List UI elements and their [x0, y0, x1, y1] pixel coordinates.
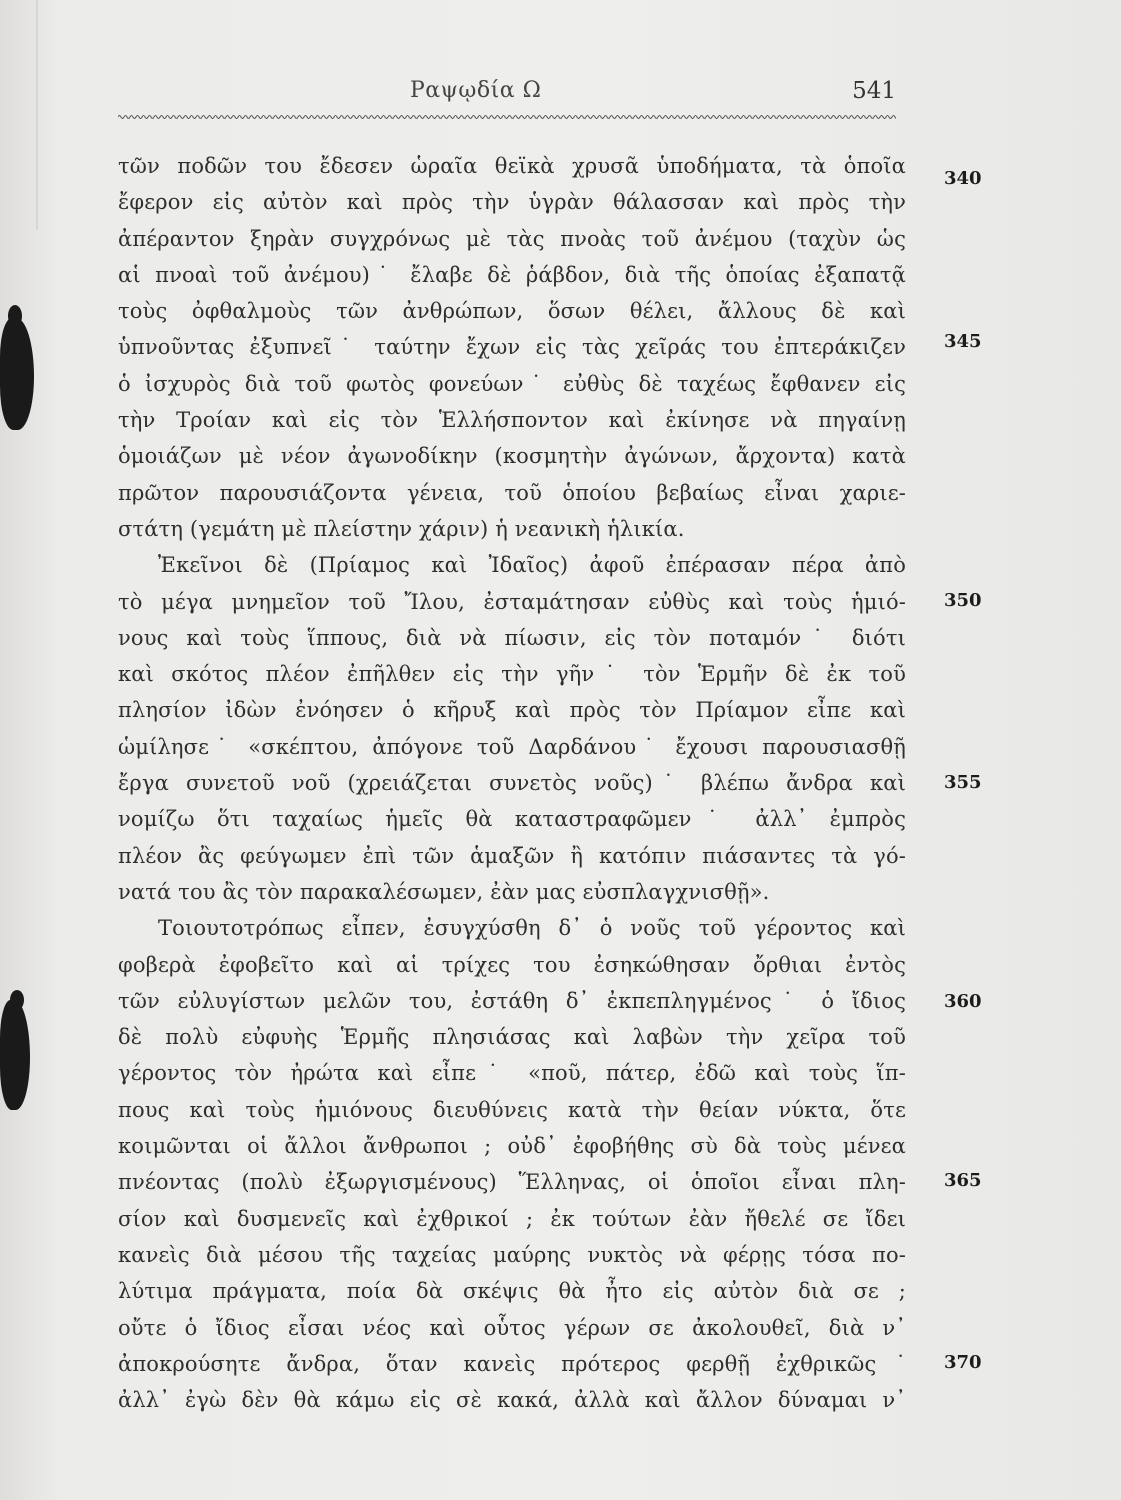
- text-line: ἀλλ᾽ ἐγὼ δὲν θὰ κάμω εἰς σὲ κακά, ἀλλὰ καὶ ἄλλον δύναμαι ν᾽: [118, 1388, 906, 1413]
- text-line: νους καὶ τοὺς ἵππους, διὰ νὰ πίωσιν, εἰς τὸν ποταμόν˙ διότι: [118, 625, 906, 650]
- line-number-marker: 355: [944, 772, 982, 793]
- page-number: 541: [852, 78, 896, 104]
- text-line: νατά του ἂς τὸν παρακαλέσωμεν, ἐὰν μας εὐσπλαγχνισθῇ».: [118, 879, 770, 904]
- text-line: πνέοντας (πολὺ ἐξωργισμένους) Ἕλληνας, οἱ ὁποῖοι εἶναι πλη-: [118, 1170, 906, 1195]
- text-line: ἀποκρούσητε ἄνδρα, ὅταν κανεὶς πρότερος φερθῇ ἐχθρικῶς˙: [118, 1351, 906, 1376]
- text-line: τῶν ποδῶν του ἔδεσεν ὡραῖα θεϊκὰ χρυσᾶ ὑποδήματα, τὰ ὁποῖα: [118, 154, 906, 178]
- page-fold-crease: [36, 0, 52, 230]
- main-text: [118, 148, 906, 1418]
- wavy-header-rule: [118, 113, 896, 121]
- text-line: δὲ πολὺ εὐφυὴς Ἑρμῆς πλησιάσας καὶ λαβὼν τὴν χεῖρα τοῦ: [118, 1025, 906, 1050]
- text-line: σίον καὶ δυσμενεῖς καὶ ἐχθρικοί ; ἐκ τούτων ἐὰν ἤθελέ σε ἴδει: [118, 1206, 906, 1231]
- text-line: ἔφερον εἰς αὐτὸν καὶ πρὸς τὴν ὑγρὰν θάλασσαν καὶ πρὸς τὴν: [118, 190, 906, 215]
- text-line: τῶν εὐλυγίστων μελῶν του, ἐστάθη δ᾽ ἐκπεπληγμένος˙ ὁ ἴδιος: [118, 988, 906, 1013]
- running-head: [118, 78, 896, 108]
- text-line: ἔργα συνετοῦ νοῦ (χρειάζεται συνετὸς νοῦς)˙ βλέπω ἄνδρα καὶ: [118, 771, 906, 796]
- line-number-marker: 360: [944, 991, 982, 1012]
- line-number-marker: 350: [944, 590, 982, 611]
- text-line: κοιμῶνται οἱ ἄλλοι ἄνθρωποι ; οὐδ᾽ ἐφοβήθης σὺ δὰ τοὺς μένεα: [118, 1134, 906, 1159]
- binding-hole-mark-upper: [0, 318, 34, 430]
- running-title: Ραψῳδία Ω: [410, 78, 542, 103]
- text-line: Ἐκεῖνοι δὲ (Πρίαμος καὶ Ἰδαῖος) ἀφοῦ ἐπέρασαν πέρα ἀπὸ: [158, 553, 906, 578]
- text-line: πρῶτον παρουσιάζοντα γένεια, τοῦ ὁποίου βεβαίως εἶναι χαριε-: [118, 480, 906, 505]
- text-line: νομίζω ὅτι ταχαίως ἡμεῖς θὰ καταστραφῶμεν˙ ἀλλ᾽ ἐμπρὸς: [118, 807, 906, 832]
- line-number-marker: 345: [944, 331, 982, 352]
- text-line: ἀπέραντον ξηρὰν συγχρόνως μὲ τὰς πνοὰς τοῦ ἀνέμου (ταχὺν ὡς: [118, 226, 906, 251]
- text-line: οὔτε ὁ ἴδιος εἶσαι νέος καὶ οὗτος γέρων σε ἀκολουθεῖ, διὰ ν᾽: [118, 1315, 906, 1340]
- text-line: γέροντος τὸν ἠρώτα καὶ εἶπε˙ «ποῦ, πάτερ, ἐδῶ καὶ τοὺς ἵπ-: [118, 1061, 906, 1086]
- line-number-marker: 340: [944, 168, 982, 189]
- text-line: ὁ ἰσχυρὸς διὰ τοῦ φωτὸς φονεύων˙ εὐθὺς δὲ ταχέως ἔφθανεν εἰς: [118, 371, 906, 396]
- text-line: τὴν Τροίαν καὶ εἰς τὸν Ἑλλήσποντον καὶ ἐκίνησε νὰ πηγαίνῃ: [118, 408, 906, 433]
- text-line: κανεὶς διὰ μέσου τῆς ταχείας μαύρης νυκτὸς νὰ φέρῃς τόσα πο-: [118, 1242, 906, 1267]
- text-line: τὸ μέγα μνημεῖον τοῦ Ἴλου, ἐσταμάτησαν εὐθὺς καὶ τοὺς ἡμιό-: [118, 589, 906, 614]
- text-line: λύτιμα πράγματα, ποία δὰ σκέψις θὰ ἦτο εἰς αὐτὸν διὰ σε ;: [118, 1279, 906, 1304]
- text-line: ὡμίλησε˙ «σκέπτου, ἀπόγονε τοῦ Δαρδάνου˙ ἔχουσι παρουσιασθῇ: [118, 734, 906, 759]
- text-line: αἱ πνοαὶ τοῦ ἀνέμου)˙ ἔλαβε δὲ ῥάβδον, διὰ τῆς ὁποίας ἐξαπατᾷ: [118, 262, 906, 287]
- text-line: ὑπνοῦντας ἐξυπνεῖ˙ ταύτην ἔχων εἰς τὰς χεῖράς του ἐπτεράκιζεν: [118, 335, 906, 360]
- line-number-marker: 370: [944, 1352, 982, 1373]
- binding-hole-mark-lower: [0, 1000, 30, 1110]
- text-line: φοβερὰ ἐφοβεῖτο καὶ αἱ τρίχες του ἐσηκώθησαν ὄρθιαι ἐντὸς: [118, 952, 906, 977]
- text-line: πλέον ἂς φεύγωμεν ἐπὶ τῶν ἁμαξῶν ἢ κατόπιν πιάσαντες τὰ γό-: [118, 843, 906, 868]
- binding-hole-mark-lower-tip: [10, 990, 24, 1010]
- text-line: Τοιουτοτρόπως εἶπεν, ἐσυγχύσθη δ᾽ ὁ νοῦς τοῦ γέροντος καὶ: [158, 916, 906, 941]
- line-number-marker: 365: [944, 1170, 982, 1191]
- text-line: πους καὶ τοὺς ἡμιόνους διευθύνεις κατὰ τὴν θείαν νύκτα, ὅτε: [118, 1097, 906, 1122]
- text-line: ὁμοιάζων μὲ νέον ἀγωνοδίκην (κοσμητὴν ἀγώνων, ἄρχοντα) κατὰ: [118, 444, 906, 469]
- text-line: στάτη (γεμάτη μὲ πλείστην χάριν) ἡ νεανικὴ ἡλικία.: [118, 516, 685, 541]
- text-line: πλησίον ἰδὼν ἐνόησεν ὁ κῆρυξ καὶ πρὸς τὸν Πρίαμον εἶπε καὶ: [118, 698, 906, 723]
- text-line: τοὺς ὀφθαλμοὺς τῶν ἀνθρώπων, ὅσων θέλει, ἄλλους δὲ καὶ: [118, 299, 906, 324]
- binding-hole-mark-upper-tip: [8, 305, 22, 327]
- text-line: καὶ σκότος πλέον ἐπῆλθεν εἰς τὴν γῆν˙ τὸν Ἑρμῆν δὲ ἐκ τοῦ: [118, 662, 906, 687]
